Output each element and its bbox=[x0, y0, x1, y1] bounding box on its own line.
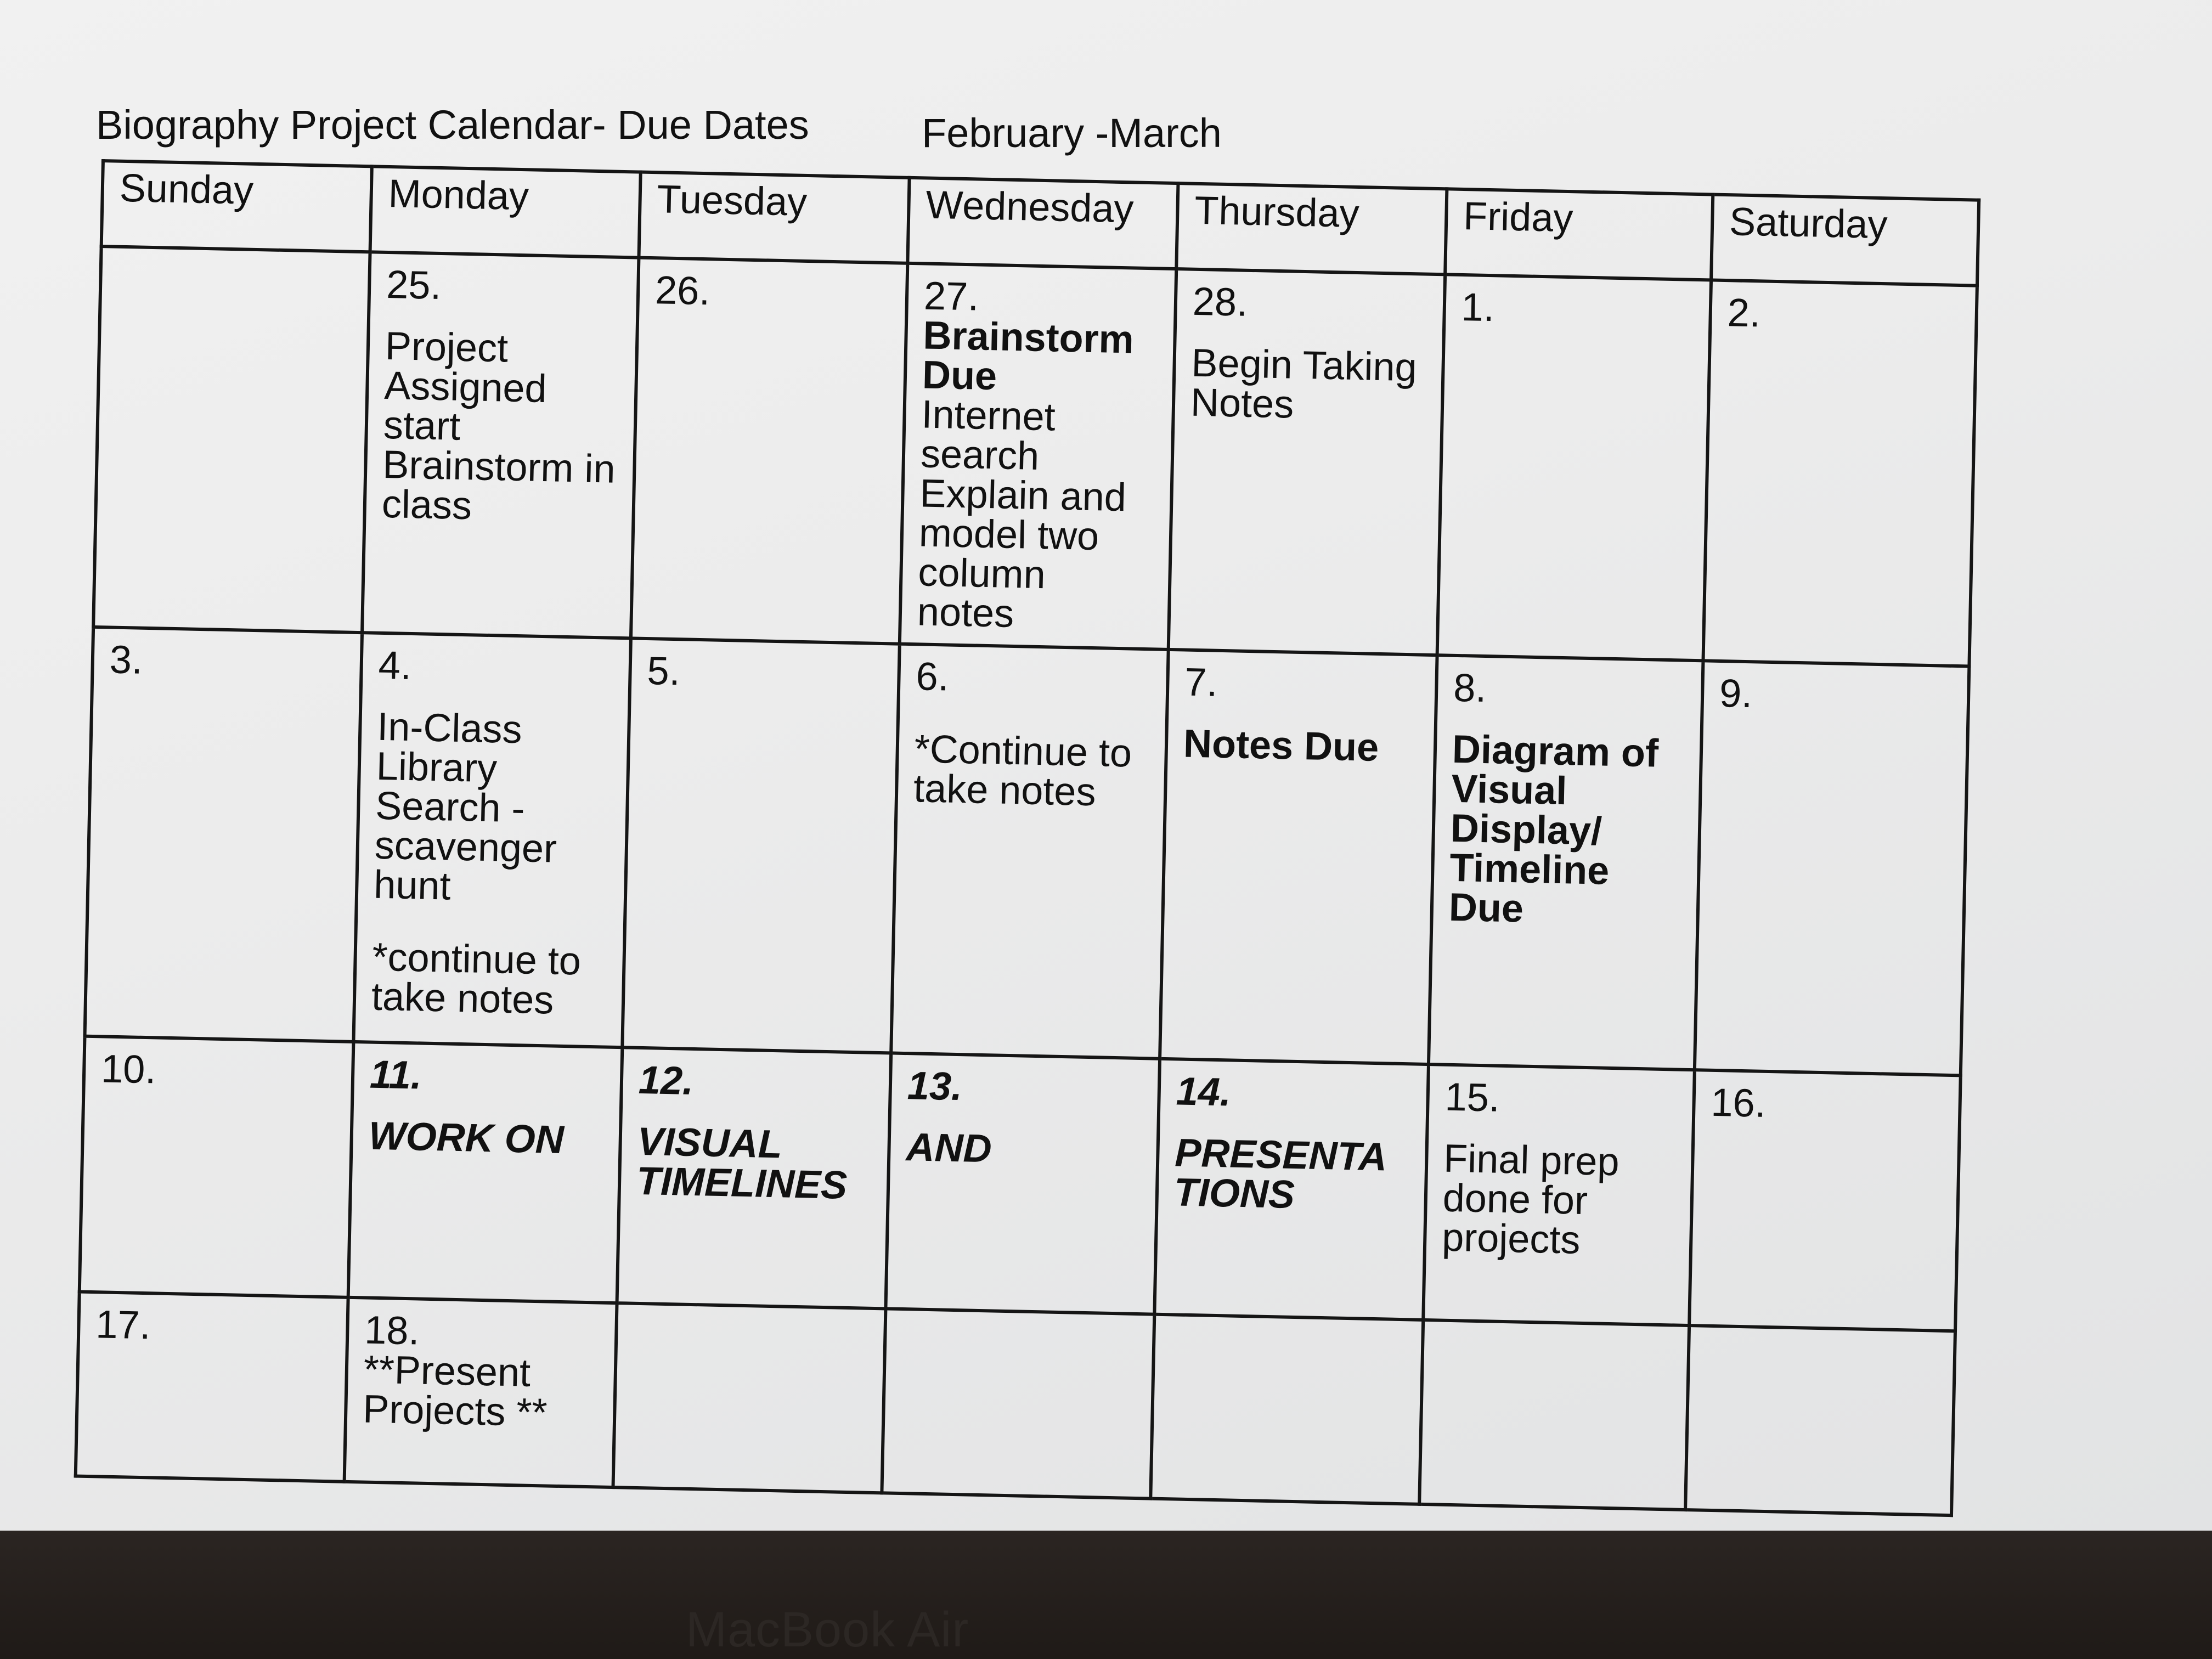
day-number: 2. bbox=[1726, 291, 1761, 336]
due-text: Due bbox=[1448, 885, 1524, 931]
event-text: Search - bbox=[375, 783, 526, 831]
event-text: AND bbox=[905, 1125, 992, 1171]
due-text: Brainstorm bbox=[922, 313, 1135, 362]
event-text: PRESENTA bbox=[1174, 1131, 1387, 1180]
day-cell-13 bbox=[885, 1053, 1160, 1314]
week-row-1 bbox=[93, 246, 1977, 666]
day-number: 25. bbox=[386, 262, 442, 308]
day-cell-6 bbox=[891, 644, 1169, 1059]
event-text: model two bbox=[918, 511, 1099, 559]
event-text: In-Class bbox=[376, 704, 523, 752]
day-number: 1. bbox=[1461, 285, 1495, 330]
header-thursday: Thursday bbox=[1176, 183, 1447, 274]
week-row-3 bbox=[80, 1036, 1961, 1331]
event-text: take notes bbox=[913, 766, 1097, 815]
header-friday: Friday bbox=[1445, 189, 1713, 280]
calendar-table bbox=[74, 159, 1981, 1517]
day-cell-17 bbox=[76, 1292, 348, 1482]
day-number: 11. bbox=[369, 1052, 422, 1098]
day-number: 6. bbox=[915, 654, 950, 699]
day-number: 15. bbox=[1444, 1075, 1500, 1120]
event-text: search bbox=[920, 432, 1040, 478]
event-text: projects bbox=[1441, 1215, 1581, 1262]
due-text: Diagram of bbox=[1452, 727, 1659, 776]
event-text: TIONS bbox=[1173, 1170, 1295, 1217]
event-text: hunt bbox=[373, 862, 452, 909]
day-cell-empty bbox=[1419, 1320, 1689, 1510]
day-number: 13. bbox=[907, 1064, 963, 1109]
event-text: Final prep bbox=[1443, 1136, 1620, 1184]
day-cell-empty bbox=[882, 1308, 1154, 1498]
day-cell-26 bbox=[631, 258, 907, 644]
day-number: 14. bbox=[1176, 1069, 1232, 1115]
day-cell-9 bbox=[1695, 661, 1970, 1075]
event-text: Notes bbox=[1190, 380, 1295, 427]
laptop-bezel bbox=[0, 1531, 2212, 1659]
event-text: *Continue to bbox=[913, 727, 1132, 776]
due-text: Timeline bbox=[1449, 845, 1610, 893]
header-monday: Monday bbox=[370, 166, 641, 257]
day-cell-27 bbox=[900, 263, 1176, 650]
event-text: start bbox=[383, 403, 461, 449]
note-text: take notes bbox=[371, 974, 555, 1023]
event-text: Assigned bbox=[383, 363, 548, 411]
day-cell-2 bbox=[1703, 280, 1977, 666]
due-text: Notes Due bbox=[1183, 721, 1379, 770]
event-text: class bbox=[381, 482, 472, 528]
day-cell-18 bbox=[345, 1297, 617, 1487]
event-text: Internet bbox=[921, 392, 1056, 439]
day-cell-4 bbox=[353, 633, 631, 1047]
day-cell-empty bbox=[93, 246, 370, 633]
note-text: *continue to bbox=[371, 935, 582, 984]
header-sunday: Sunday bbox=[101, 161, 372, 252]
day-number: 27. bbox=[923, 274, 980, 319]
event-text: Brainstorm in bbox=[382, 442, 616, 492]
event-text: column notes bbox=[917, 550, 1046, 636]
day-cell-25 bbox=[362, 252, 639, 638]
event-text: **Present bbox=[363, 1347, 531, 1395]
day-cell-16 bbox=[1689, 1070, 1961, 1331]
day-cell-empty bbox=[613, 1303, 886, 1493]
week-row-4 bbox=[76, 1292, 1955, 1516]
event-text: done for bbox=[1442, 1176, 1588, 1223]
day-cell-28 bbox=[1169, 269, 1445, 655]
day-cell-5 bbox=[622, 638, 900, 1053]
day-number: 17. bbox=[95, 1302, 151, 1348]
day-number: 12. bbox=[638, 1058, 694, 1103]
day-cell-empty bbox=[1150, 1314, 1423, 1504]
day-cell-14 bbox=[1154, 1059, 1429, 1320]
header-saturday: Saturday bbox=[1711, 195, 1979, 286]
day-number: 8. bbox=[1453, 665, 1487, 711]
header-tuesday: Tuesday bbox=[639, 172, 909, 263]
day-number: 7. bbox=[1184, 660, 1218, 705]
document-title: Biography Project Calendar- Due Dates bbox=[96, 102, 809, 148]
due-text: Display/ bbox=[1450, 806, 1602, 854]
day-number: 26. bbox=[654, 268, 711, 314]
event-text: Projects ** bbox=[362, 1387, 548, 1435]
day-cell-7 bbox=[1160, 650, 1437, 1064]
event-text: TIMELINES bbox=[636, 1159, 848, 1207]
event-text: Begin Taking bbox=[1190, 341, 1418, 390]
event-text: VISUAL bbox=[636, 1119, 783, 1167]
day-number: 4. bbox=[377, 643, 412, 689]
day-cell-3 bbox=[85, 627, 363, 1042]
day-cell-10 bbox=[80, 1036, 354, 1297]
due-text: Visual bbox=[1451, 766, 1568, 814]
day-cell-12 bbox=[617, 1047, 891, 1308]
day-cell-11 bbox=[348, 1042, 623, 1303]
day-number: 9. bbox=[1719, 671, 1753, 716]
header-wednesday: Wednesday bbox=[907, 178, 1178, 269]
laptop-brand-label: MacBook Air bbox=[686, 1602, 969, 1657]
event-text: Library bbox=[376, 744, 498, 791]
day-cell-empty bbox=[1685, 1325, 1955, 1515]
day-number: 18. bbox=[364, 1308, 420, 1353]
day-number: 3. bbox=[109, 637, 143, 682]
event-text: Explain and bbox=[919, 471, 1127, 520]
date-range: February -March bbox=[922, 110, 1222, 156]
day-cell-8 bbox=[1429, 655, 1703, 1070]
day-number: 10. bbox=[100, 1047, 157, 1092]
week-row-2 bbox=[85, 627, 1970, 1075]
event-text: scavenger bbox=[374, 823, 557, 871]
day-number: 5. bbox=[646, 649, 681, 694]
event-text: WORK ON bbox=[368, 1114, 565, 1163]
day-number: 16. bbox=[1710, 1080, 1767, 1126]
day-number: 28. bbox=[1192, 279, 1248, 325]
day-cell-1 bbox=[1437, 274, 1711, 661]
day-cell-15 bbox=[1423, 1064, 1695, 1325]
due-text: Due bbox=[922, 353, 997, 399]
event-text: Project bbox=[385, 324, 509, 371]
